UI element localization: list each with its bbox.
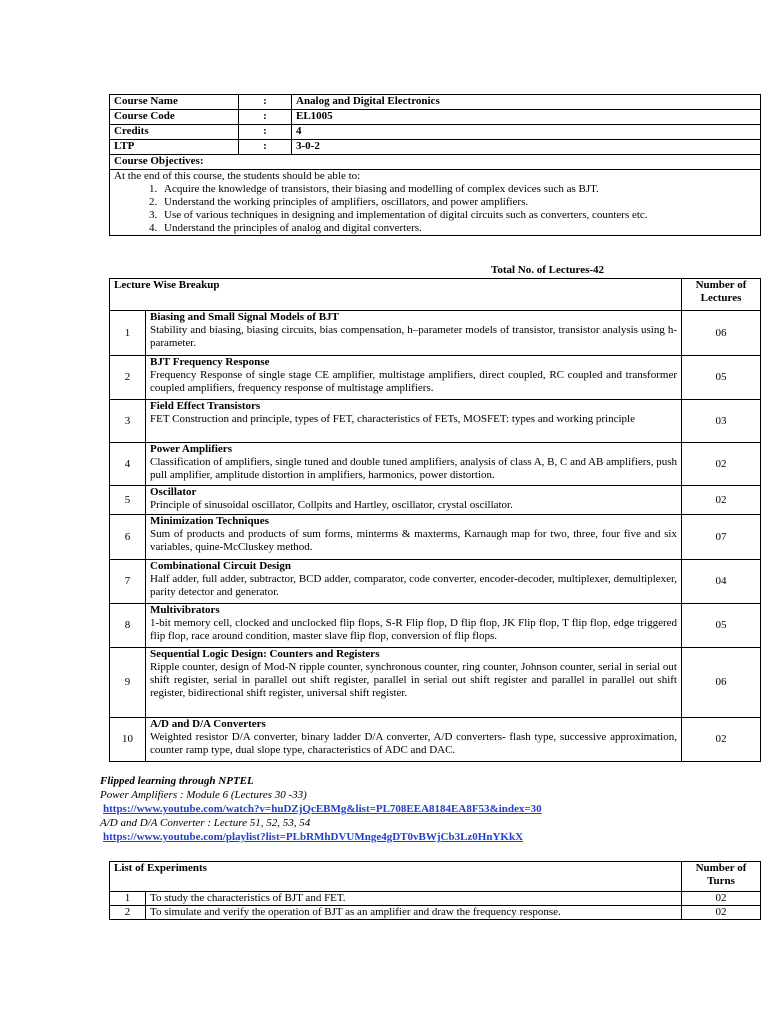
- lecture-topic: [146, 604, 682, 648]
- objective-item: 4. Understand the principles of analog and digital converters.: [160, 222, 756, 235]
- lecture-count: 05: [682, 604, 761, 648]
- course-objectives-label: Course Objectives:: [110, 155, 761, 170]
- lecture-description: Frequency Response of single stage CE amplifier, multistage amplifiers, direct coupled, RC coupled and transformer coupled amplifiers, frequency response of multistage amplifiers.: [150, 369, 677, 394]
- flipped-item: Power Amplifiers : Module 6 (Lectures 30 -33): [100, 789, 307, 801]
- experiment-turns: 02: [682, 892, 761, 906]
- course-info-row: [110, 110, 761, 125]
- lecture-table: [109, 278, 761, 762]
- lecture-title: Combinational Circuit Design: [150, 560, 291, 572]
- lecture-topic: [146, 311, 682, 356]
- lecture-row: [110, 356, 761, 400]
- lecture-number: 2: [110, 356, 146, 400]
- lecture-title: Multivibrators: [150, 604, 220, 616]
- lecture-table-header: [110, 279, 761, 311]
- lecture-row: [110, 311, 761, 356]
- nptel-link[interactable]: https://www.youtube.com/playlist?list=PLbRMhDVUMnge4gDT0vBWjCb3Lz0HnYKkX: [103, 831, 524, 843]
- lecture-topic: [146, 718, 682, 762]
- lecture-count: 03: [682, 400, 761, 443]
- lecture-row: [110, 718, 761, 762]
- lecture-topic: [146, 443, 682, 486]
- course-name-value: Analog and Digital Electronics: [292, 95, 761, 110]
- lecture-breakup-header: Lecture Wise Breakup: [110, 279, 682, 311]
- lecture-count: 04: [682, 560, 761, 604]
- lecture-row: [110, 443, 761, 486]
- lecture-row: [110, 604, 761, 648]
- lecture-row: [110, 400, 761, 443]
- separator: :: [239, 110, 292, 125]
- credits-label: Credits: [110, 125, 239, 140]
- lecture-description: Sum of products and products of sum forms, minterms & maxterms, Karnaugh map for two, three, four five and six variables, quine-McCluskey method.: [150, 528, 677, 553]
- experiment-row: [110, 892, 761, 906]
- lecture-title: Minimization Techniques: [150, 515, 269, 527]
- experiments-table: [109, 861, 761, 920]
- experiment-number: 2: [110, 906, 146, 920]
- credits-value: 4: [292, 125, 761, 140]
- experiment-text: To simulate and verify the operation of BJT as an amplifier and draw the frequency response.: [146, 906, 682, 920]
- experiment-row: [110, 906, 761, 920]
- flipped-learning-heading: Flipped learning through NPTEL: [100, 775, 254, 787]
- total-lectures: Total No. of Lectures-42: [491, 264, 605, 276]
- lecture-count: 06: [682, 648, 761, 718]
- lecture-count: 05: [682, 356, 761, 400]
- objective-item: 3. Use of various techniques in designing and implementation of digital circuits such as converters, counters etc.: [160, 209, 756, 222]
- objectives-intro: At the end of this course, the students should be able to:: [114, 170, 361, 182]
- lecture-description: Weighted resistor D/A converter, binary ladder D/A converter, A/D converters- flash type, successive approximation, counter ramp type, dual slope type, characteristics of ADC and DAC.: [150, 731, 677, 756]
- lecture-topic: [146, 515, 682, 560]
- lecture-title: A/D and D/A Converters: [150, 718, 266, 730]
- nptel-link[interactable]: https://www.youtube.com/watch?v=huDZjQcEBMg&list=PL708EEA8184EA8F53&index=30: [103, 803, 542, 815]
- lecture-title: Biasing and Small Signal Models of BJT: [150, 311, 339, 323]
- lecture-number: 9: [110, 648, 146, 718]
- lecture-row: [110, 648, 761, 718]
- lecture-number: 1: [110, 311, 146, 356]
- experiments-header: [110, 862, 761, 892]
- objective-item: 1. Acquire the knowledge of transistors, their biasing and modelling of complex devices such as BJT.: [160, 183, 756, 196]
- lecture-title: Field Effect Transistors: [150, 400, 261, 412]
- lecture-topic: [146, 400, 682, 443]
- lecture-topic: [146, 648, 682, 718]
- objectives-list: [114, 183, 756, 235]
- lecture-description: Stability and biasing, biasing circuits, bias compensation, h–parameter models of transistor, transistor analysis using h-parameter.: [150, 324, 677, 349]
- lecture-title: Oscillator: [150, 486, 197, 498]
- lecture-title: Power Amplifiers: [150, 443, 232, 455]
- lecture-row: [110, 560, 761, 604]
- lecture-number: 8: [110, 604, 146, 648]
- lecture-topic: [146, 486, 682, 515]
- lecture-description: Principle of sinusoidal oscillator, Collpits and Hartley, oscillator, crystal oscillator.: [150, 499, 513, 511]
- lecture-count: 02: [682, 486, 761, 515]
- ltp-value: 3-0-2: [292, 140, 761, 155]
- turns-header: Number of Turns: [682, 862, 761, 892]
- lecture-count: 06: [682, 311, 761, 356]
- separator: :: [239, 140, 292, 155]
- course-code-value: EL1005: [292, 110, 761, 125]
- lecture-number: 10: [110, 718, 146, 762]
- separator: :: [239, 95, 292, 110]
- lecture-count: 02: [682, 443, 761, 486]
- flipped-learning: [100, 774, 542, 844]
- lecture-number: 5: [110, 486, 146, 515]
- lecture-number: 4: [110, 443, 146, 486]
- course-name-label: Course Name: [110, 95, 239, 110]
- course-info-row: [110, 140, 761, 155]
- experiment-text: To study the characteristics of BJT and FET.: [146, 892, 682, 906]
- course-info-row: [110, 125, 761, 140]
- lecture-description: Ripple counter, design of Mod-N ripple counter, synchronous counter, ring counter, Johnson counter, serial in serial out shift register, serial in parallel out shift register, parallel in serial out shift register and parallel in parallel out shift register, bidirectional shift register, universal shift register.: [150, 661, 677, 699]
- experiment-turns: 02: [682, 906, 761, 920]
- lecture-topic: [146, 560, 682, 604]
- lecture-count: 02: [682, 718, 761, 762]
- lecture-number: 7: [110, 560, 146, 604]
- lecture-description: Half adder, full adder, subtractor, BCD adder, comparator, code converter, encoder-decoder, multiplexer, demultiplexer, parity detector and generator.: [150, 573, 677, 598]
- separator: :: [239, 125, 292, 140]
- course-objectives: [110, 170, 761, 236]
- flipped-item: A/D and D/A Converter : Lecture 51, 52, 53, 54: [100, 817, 311, 829]
- objective-item: 2. Understand the working principles of amplifiers, oscillators, and power amplifiers.: [160, 196, 756, 209]
- lecture-topic: [146, 356, 682, 400]
- course-code-label: Course Code: [110, 110, 239, 125]
- lecture-title: Sequential Logic Design: Counters and Registers: [150, 648, 380, 660]
- lecture-row: [110, 486, 761, 515]
- lecture-number: 3: [110, 400, 146, 443]
- course-info-table: [109, 94, 761, 236]
- lecture-count-header: Number of Lectures: [682, 279, 761, 311]
- lecture-description: FET Construction and principle, types of FET, characteristics of FETs, MOSFET: types and working principle: [150, 413, 635, 425]
- lecture-row: [110, 515, 761, 560]
- lecture-title: BJT Frequency Response: [150, 356, 270, 368]
- ltp-label: LTP: [110, 140, 239, 155]
- lecture-number: 6: [110, 515, 146, 560]
- experiment-number: 1: [110, 892, 146, 906]
- lecture-count: 07: [682, 515, 761, 560]
- lecture-description: Classification of amplifiers, single tuned and double tuned amplifiers, analysis of class A, B, C and AB amplifiers, push pull amplifier, amplitude distortion in amplifiers, harmonics, power distortion.: [150, 456, 677, 481]
- experiments-list-header: List of Experiments: [110, 862, 682, 892]
- course-info-row: [110, 95, 761, 110]
- lecture-description: 1-bit memory cell, clocked and unclocked flip flops, S-R Flip flop, D flip flop, JK Flip flop, T flip flop, edge triggered flip flop, race around condition, master slave flip flop, conversion of flip flops.: [150, 617, 677, 642]
